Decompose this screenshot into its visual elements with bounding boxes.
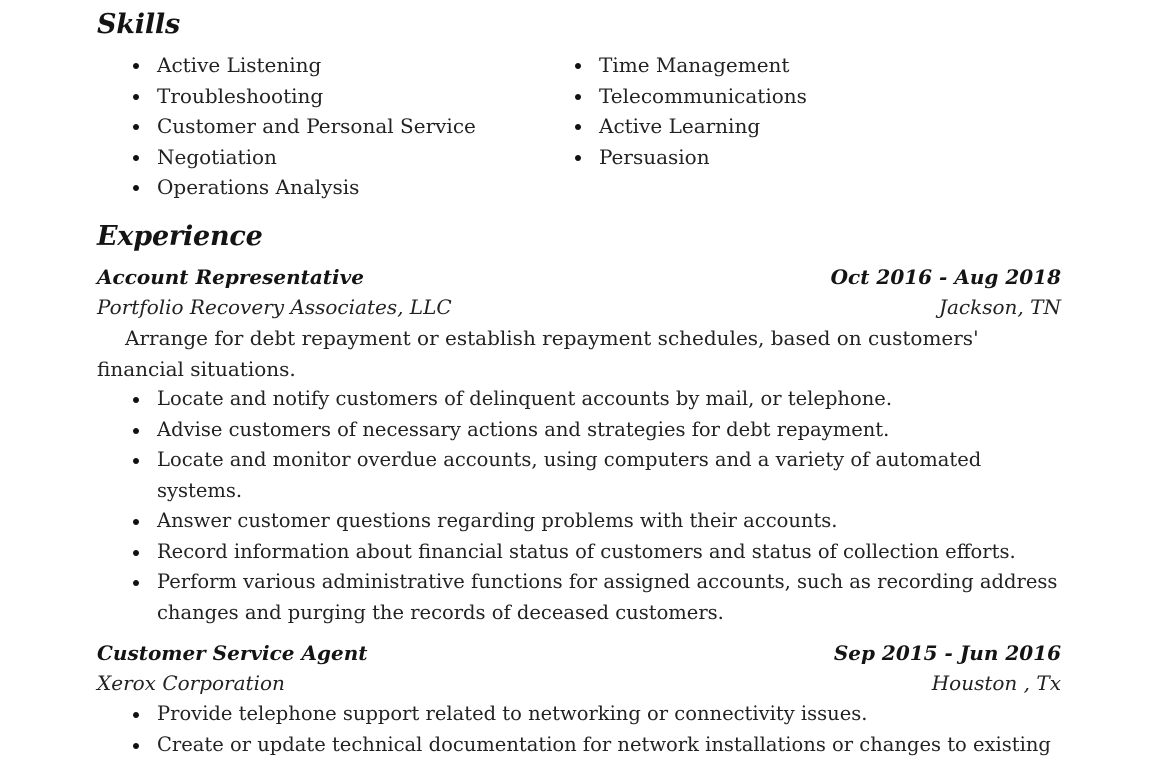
skills-list-right (539, 50, 807, 172)
duty-item: Locate and monitor overdue accounts, using computers and a variety of automated systems. (97, 445, 1061, 506)
resume-page (97, 0, 1061, 740)
duty-item: Create or update technical documentation for network installations or changes to existing (97, 730, 1061, 760)
duty-item: Advise customers of necessary actions and strategies for debt repayment. (97, 415, 1061, 446)
job-dates: Sep 2015 - Jun 2016 (834, 638, 1061, 668)
job-header (97, 638, 1061, 668)
duty-item: Record information about financial status of customers and status of collection efforts. (97, 537, 1061, 568)
job-duties-list (97, 699, 1061, 760)
skills-heading: Skills (97, 9, 180, 41)
job-title: Account Representative (97, 262, 364, 292)
job-company: Portfolio Recovery Associates, LLC (97, 292, 452, 322)
job-subheader (97, 668, 1061, 698)
job-title: Customer Service Agent (97, 638, 367, 668)
job-location: Houston , Tx (932, 668, 1061, 698)
skill-item: Active Listening (97, 50, 476, 81)
job-header (97, 262, 1061, 292)
job-company: Xerox Corporation (97, 668, 285, 698)
skill-item: Troubleshooting (97, 81, 476, 112)
skill-item: Active Learning (539, 111, 807, 142)
experience-heading: Experience (97, 221, 263, 253)
skill-item: Operations Analysis (97, 172, 476, 203)
skill-item: Telecommunications (539, 81, 807, 112)
job-dates: Oct 2016 - Aug 2018 (831, 262, 1061, 292)
job-subheader (97, 292, 1061, 322)
duty-item: Answer customer questions regarding problems with their accounts. (97, 506, 1061, 537)
skill-item: Negotiation (97, 142, 476, 173)
job-location: Jackson, TN (939, 292, 1061, 322)
job-summary: Arrange for debt repayment or establish repayment schedules, based on customers' financial situations. (97, 323, 1057, 384)
duty-item: Provide telephone support related to networking or connectivity issues. (97, 699, 1061, 730)
skill-item: Time Management (539, 50, 807, 81)
skill-item: Persuasion (539, 142, 807, 173)
skills-list-left (97, 50, 476, 203)
duty-item: Locate and notify customers of delinquent accounts by mail, or telephone. (97, 384, 1061, 415)
job-duties-list (97, 384, 1061, 628)
skill-item: Customer and Personal Service (97, 111, 476, 142)
duty-item: Perform various administrative functions for assigned accounts, such as recording address changes and purging the records of deceased customers. (97, 567, 1061, 628)
